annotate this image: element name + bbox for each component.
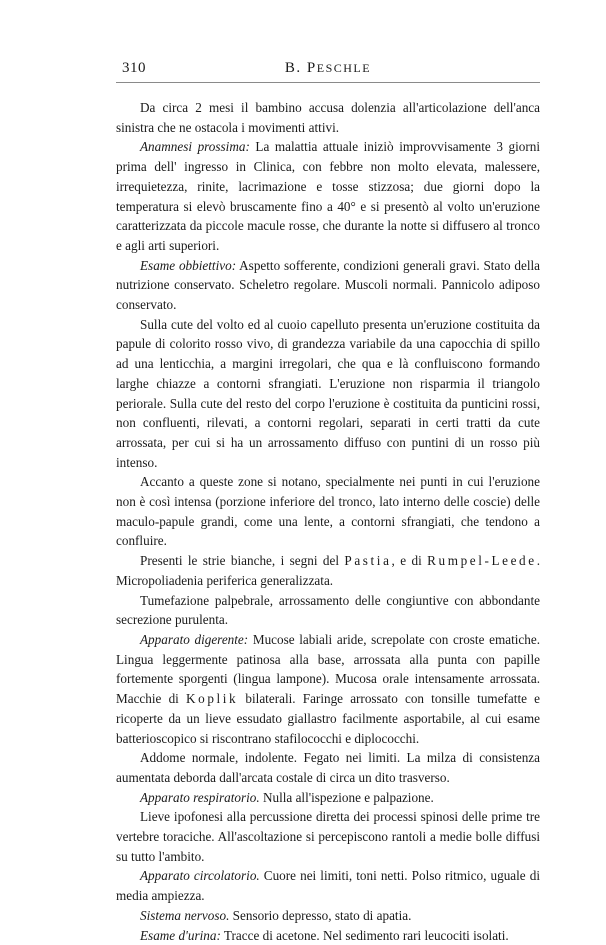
eponym-rumpel-leede: Rumpel-Leede: [427, 553, 537, 569]
paragraph-text: Sensorio depresso, stato di apatia.: [229, 907, 412, 923]
paragraph-text: Tracce di acetone. Nel sedimento rari leucociti isolati.: [220, 927, 509, 943]
page-number: 310: [122, 60, 146, 76]
paragraph-text: Aspetto sofferente, condizioni generali gravi. Stato della nutrizione conservato. Scheletro regolare. Muscoli normali. Pannicolo adiposo conservato.: [116, 257, 540, 313]
paragraph-text: Nulla all'ispezione e palpazione.: [259, 789, 434, 805]
running-head: [116, 60, 540, 77]
paragraph-text: Tumefazione palpebrale, arrossamento delle congiuntive con abbondante secrezione purulenta.: [116, 592, 540, 628]
paragraph-text: , e di: [391, 553, 428, 569]
section-lead: Apparato digerente:: [140, 631, 249, 647]
paragraph-abdomen: [116, 748, 540, 787]
paragraph-eruption-description: [116, 315, 540, 473]
paragraph-text: Cuore nei limiti, toni netti. Polso ritmico, uguale di media ampiezza.: [116, 868, 540, 904]
paragraph-text: La malattia attuale iniziò improvvisamente 3 giorni prima dell' ingresso in Clinica, con febbre non molto elevata, malessere, irrequietezza, rinite, lacrimazione e tosse stizzosa; due giorni dopo la temperatura si elevò bruscamente fino a 40° e si presentò al volto un'eruzione caratterizzata da piccole macule rosse, che durante la notte si diffusero al tronco e agli arti superiori.: [116, 139, 540, 253]
paragraph-urine: [116, 926, 540, 945]
paragraph-text: Sulla cute del volto ed al cuoio capelluto presenta un'eruzione costituita da papule di colorito rosso vivo, di grandezza variabile da una capocchia di spillo ad una lenticchia, a margini irregolari, che qua e là confluiscono formando larghe chiazze a contorni sfrangiati. L'eruzione non risparmia il triangolo periorale. Sulla cute del resto del corpo l'eruzione è costituita da punticini rossi, non confluenti, rilevati, a contorni regolari, separati in certi tratti da cute arrossata, per cui si ha un arrossamento diffuso con puntini di un rosso più intenso.: [116, 316, 540, 470]
section-lead: Apparato respiratorio.: [140, 789, 260, 805]
paragraph-anamnesis: [116, 137, 540, 255]
paragraph-nervous: [116, 906, 540, 926]
running-head-initial: B. P: [284, 60, 317, 76]
paragraph-text: Accanto a queste zone si notano, specialmente nei punti in cui l'eruzione non è così intensa (porzione inferiore del tronco, lato interno delle coscie) delle maculo-papule grandi, come una lente, a contorni sfrangiati, che tendono a confluire.: [116, 474, 540, 549]
paragraph-respiratory: [116, 788, 540, 808]
section-lead: Apparato circolatorio.: [140, 868, 260, 884]
paragraph-text: . Micropoliadenia periferica generalizzata.: [116, 553, 540, 588]
paragraph-text: bilaterali. Faringe arrossato con tonsille tumefatte e ricoperte da un lieve essudato giallastro facilmente asportabile, al cui esame batterioscopico si riscontrano stafilococchi e diplococchi.: [116, 691, 540, 746]
paragraph-digestive: [116, 630, 540, 748]
eponym-pastia: Pastia: [344, 553, 392, 569]
paragraph-text: Mucose labiali aride, screpolate con croste ematiche. Lingua leggermente patinosa alla base, arrossata alla punta con papille fortemente sporgenti (lingua lampone). Mucosa orale intensamente arrossata. Macchie di: [116, 631, 540, 707]
paragraph-eyelids: [116, 591, 540, 630]
section-lead: Anamnesi prossima:: [140, 139, 250, 155]
running-head-rest: ESCHLE: [316, 61, 372, 75]
paragraph-maculo-papules: [116, 472, 540, 551]
page-header: [116, 58, 540, 83]
eponym-koplik: Koplik: [186, 691, 239, 707]
paragraph-signs: [116, 551, 540, 590]
paragraph-text: Presenti le strie bianche, i segni del: [140, 553, 345, 569]
section-lead: Esame obbiettivo:: [140, 257, 237, 273]
section-lead: Esame d'urina:: [140, 927, 221, 943]
body-text: [116, 98, 540, 945]
section-lead: Sistema nervoso.: [140, 907, 230, 923]
paragraph-text: Da circa 2 mesi il bambino accusa dolenzia all'articolazione dell'anca sinistra che ne ostacola i movimenti attivi.: [116, 100, 540, 135]
paragraph-text: Lieve ipofonesi alla percussione diretta dei processi spinosi delle prime tre vertebre toraciche. All'ascoltazione si percepiscono rantoli a medie bolle diffusi su tutto l'ambito.: [116, 809, 540, 864]
paragraph-percussion: [116, 807, 540, 866]
paragraph-text: Addome normale, indolente. Fegato nei limiti. La milza di consistenza aumentata deborda dall'arcata costale di circa un dito trasverso.: [116, 750, 540, 785]
paragraph-history-onset: [116, 98, 540, 137]
paragraph-objective-exam: [116, 256, 540, 315]
